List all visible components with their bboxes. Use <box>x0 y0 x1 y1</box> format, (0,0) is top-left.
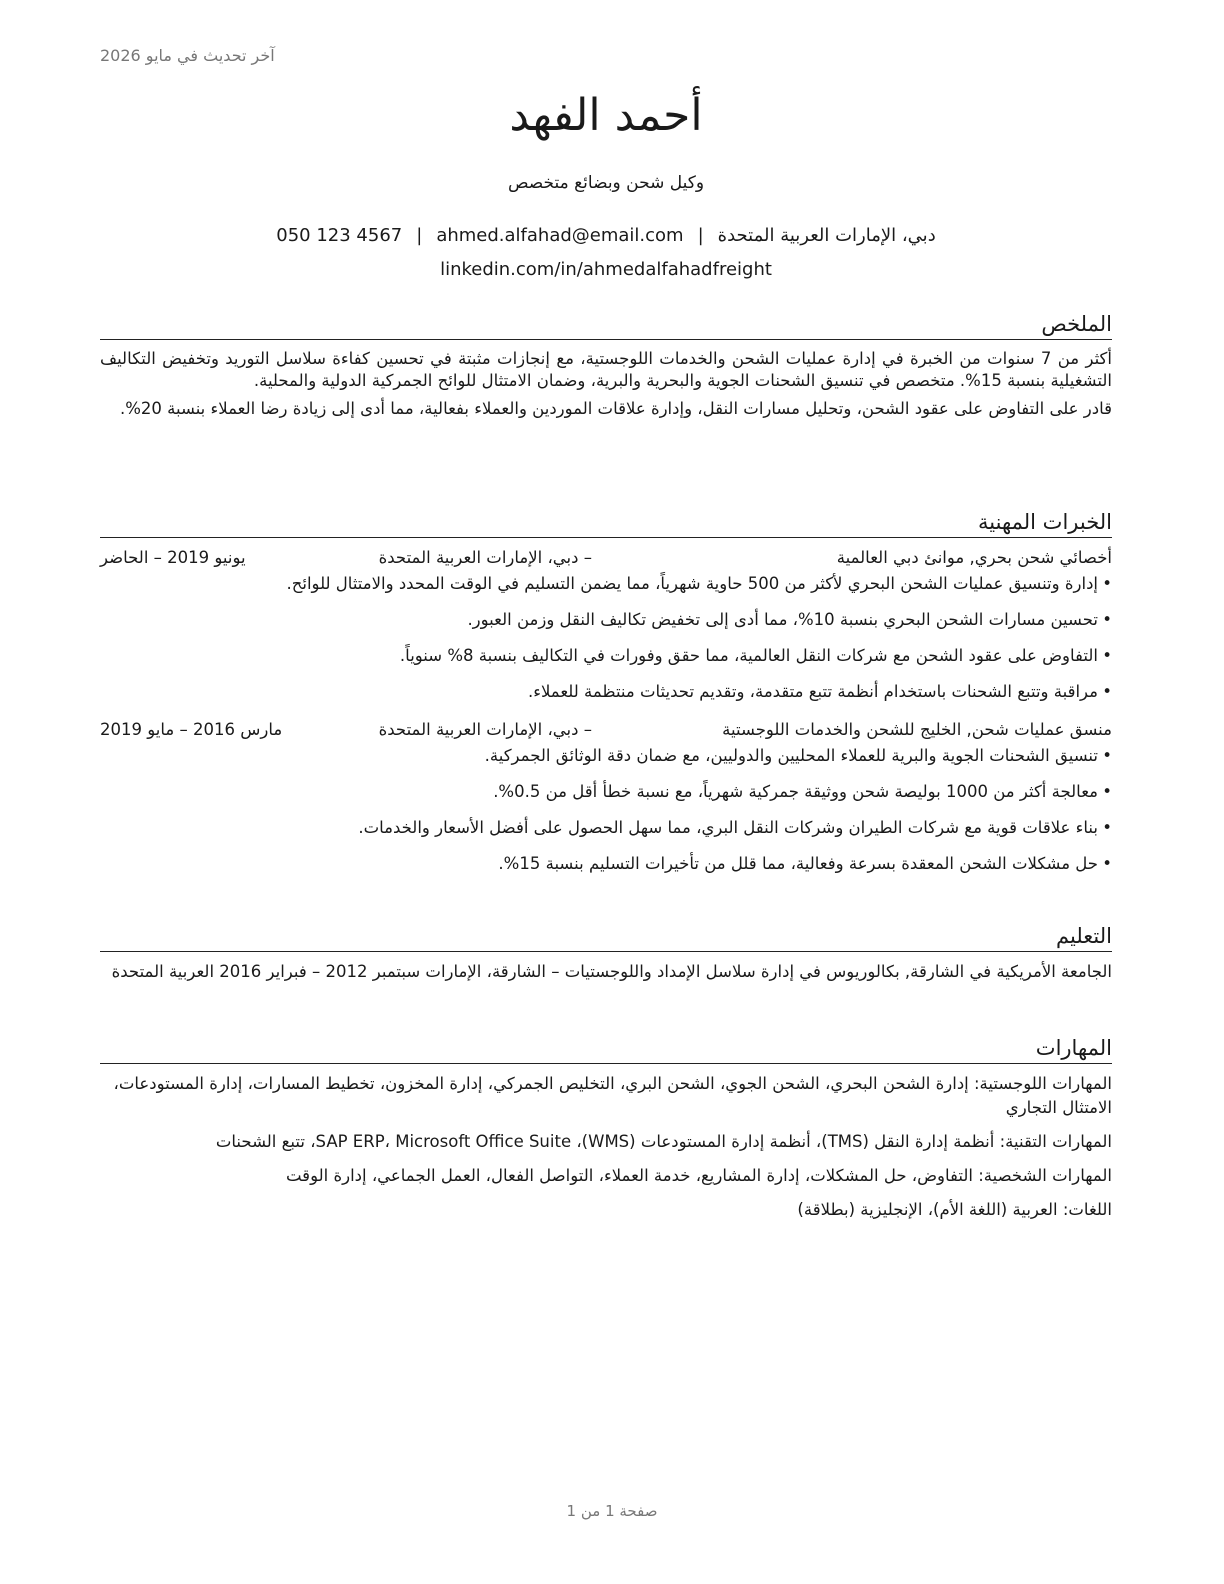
list-item: • حل مشكلات الشحن المعقدة بسرعة وفعالية، مما قلل من تأخيرات التسليم بنسبة 15%. <box>498 854 1112 873</box>
skills-logistics: المهارات اللوجستية: إدارة الشحن البحري، الشحن الجوي، الشحن البري، التخليص الجمركي، إدارة المخزون، تخطيط المسارات، إدارة المستودعات، الامتثال التجاري <box>113 1074 1112 1117</box>
job-dates: مارس 2016 – مايو 2019 <box>100 720 283 739</box>
summary-paragraph: قادر على التفاوض على عقود الشحن، وتحليل مسارات النقل، وإدارة علاقات الموردين والعملاء بفعالية، مما أدى إلى زيادة رضا العملاء بنسبة 20%. <box>119 399 1112 418</box>
linkedin-url[interactable]: linkedin.com/in/ahmedalfahadfreight <box>440 259 772 280</box>
last-updated-text: آخر تحديث في مايو 2026 <box>100 46 275 65</box>
skills-languages: اللغات: العربية (اللغة الأم)، الإنجليزية (بطلاقة) <box>797 1200 1112 1219</box>
skills-personal: المهارات الشخصية: التفاوض، حل المشكلات، إدارة المشاريع، خدمة العملاء، التواصل الفعال، العمل الجماعي، إدارة الوقت <box>285 1166 1112 1185</box>
list-item: • تنسيق الشحنات الجوية والبرية للعملاء المحليين والدوليين، مع ضمان دقة الوثائق الجمركية. <box>484 746 1112 765</box>
job-location: – دبي، الإمارات العربية المتحدة <box>378 548 592 567</box>
job-entry <box>100 718 1112 876</box>
contact-separator: | <box>416 225 423 246</box>
job-title: وكيل شحن وبضائع متخصص <box>507 173 705 193</box>
contact-location: دبي، الإمارات العربية المتحدة <box>717 225 936 246</box>
list-item: • بناء علاقات قوية مع شركات الطيران وشركات النقل البري، مما سهل الحصول على أفضل الأسعار والخدمات. <box>358 818 1112 837</box>
education-heading: التعليم <box>100 922 1112 952</box>
job-dates: يونيو 2019 – الحاضر <box>100 548 246 567</box>
list-item: • التفاوض على عقود الشحن مع شركات النقل العالمية، مما حقق وفورات في التكاليف بنسبة 8% سنوياً. <box>399 646 1112 665</box>
summary-paragraph: أكثر من 7 سنوات من الخبرة في إدارة عمليات الشحن والخدمات اللوجستية، مع إنجازات مثبتة في تحسين كفاءة سلاسل التوريد وتخفيض التكاليف التشغيلية بنسبة 15%. متخصص في تنسيق الشحنات الجوية والبحرية والبرية، وضمان الامتثال للوائح الجمركية الدولية والمحلية. <box>100 349 1112 390</box>
list-item: • معالجة أكثر من 1000 بوليصة شحن ووثيقة جمركية شهرياً، مع نسبة خطأ أقل من 0.5%. <box>493 782 1112 801</box>
experience-section <box>100 508 1112 888</box>
education-section <box>100 922 1112 984</box>
job-position: أخصائي شحن بحري, موانئ دبي العالمية <box>836 548 1112 567</box>
candidate-name: أحمد الفهد <box>509 90 703 141</box>
list-item: • تحسين مسارات الشحن البحري بنسبة 10%، مما أدى إلى تخفيض تكاليف النقل وزمن العبور. <box>467 610 1112 629</box>
contact-phone: 050 123 4567 <box>276 225 403 246</box>
job-header <box>100 546 1112 570</box>
summary-section <box>100 310 1112 426</box>
education-entry: الجامعة الأمريكية في الشارقة, بكالوريوس في إدارة سلاسل الإمداد واللوجستيات – الشارقة، الإمارات سبتمبر 2012 – فبراير 2016 العربية المتحدة <box>111 962 1112 981</box>
job-location: – دبي، الإمارات العربية المتحدة <box>378 720 592 739</box>
list-item: • إدارة وتنسيق عمليات الشحن البحري لأكثر من 500 حاوية شهرياً، مما يضمن التسليم في الوقت المحدد والامتثال للوائح. <box>286 574 1112 593</box>
summary-heading: الملخص <box>100 310 1112 340</box>
skills-heading: المهارات <box>100 1034 1112 1064</box>
job-bullets <box>100 744 1112 876</box>
contact-email[interactable]: ahmed.alfahad@email.com <box>436 225 684 246</box>
job-entry <box>100 546 1112 704</box>
page-number: صفحة 1 من 1 <box>566 1502 658 1520</box>
job-bullets <box>100 572 1112 704</box>
experience-heading: الخبرات المهنية <box>100 508 1112 538</box>
list-item: • مراقبة وتتبع الشحنات باستخدام أنظمة تتبع متقدمة، وتقديم تحديثات منتظمة للعملاء. <box>527 682 1112 701</box>
job-position: منسق عمليات شحن, الخليج للشحن والخدمات اللوجستية <box>722 720 1112 739</box>
skills-technical: المهارات التقنية: أنظمة إدارة النقل (TMS)، أنظمة إدارة المستودعات (WMS)، SAP ERP، Microsoft Office Suite، تتبع الشحنات <box>215 1132 1112 1151</box>
contact-linkedin[interactable] <box>100 256 1112 284</box>
contact-line <box>100 222 1112 250</box>
contact-separator: | <box>697 225 704 246</box>
skills-section <box>100 1034 1112 1232</box>
job-header <box>100 718 1112 742</box>
